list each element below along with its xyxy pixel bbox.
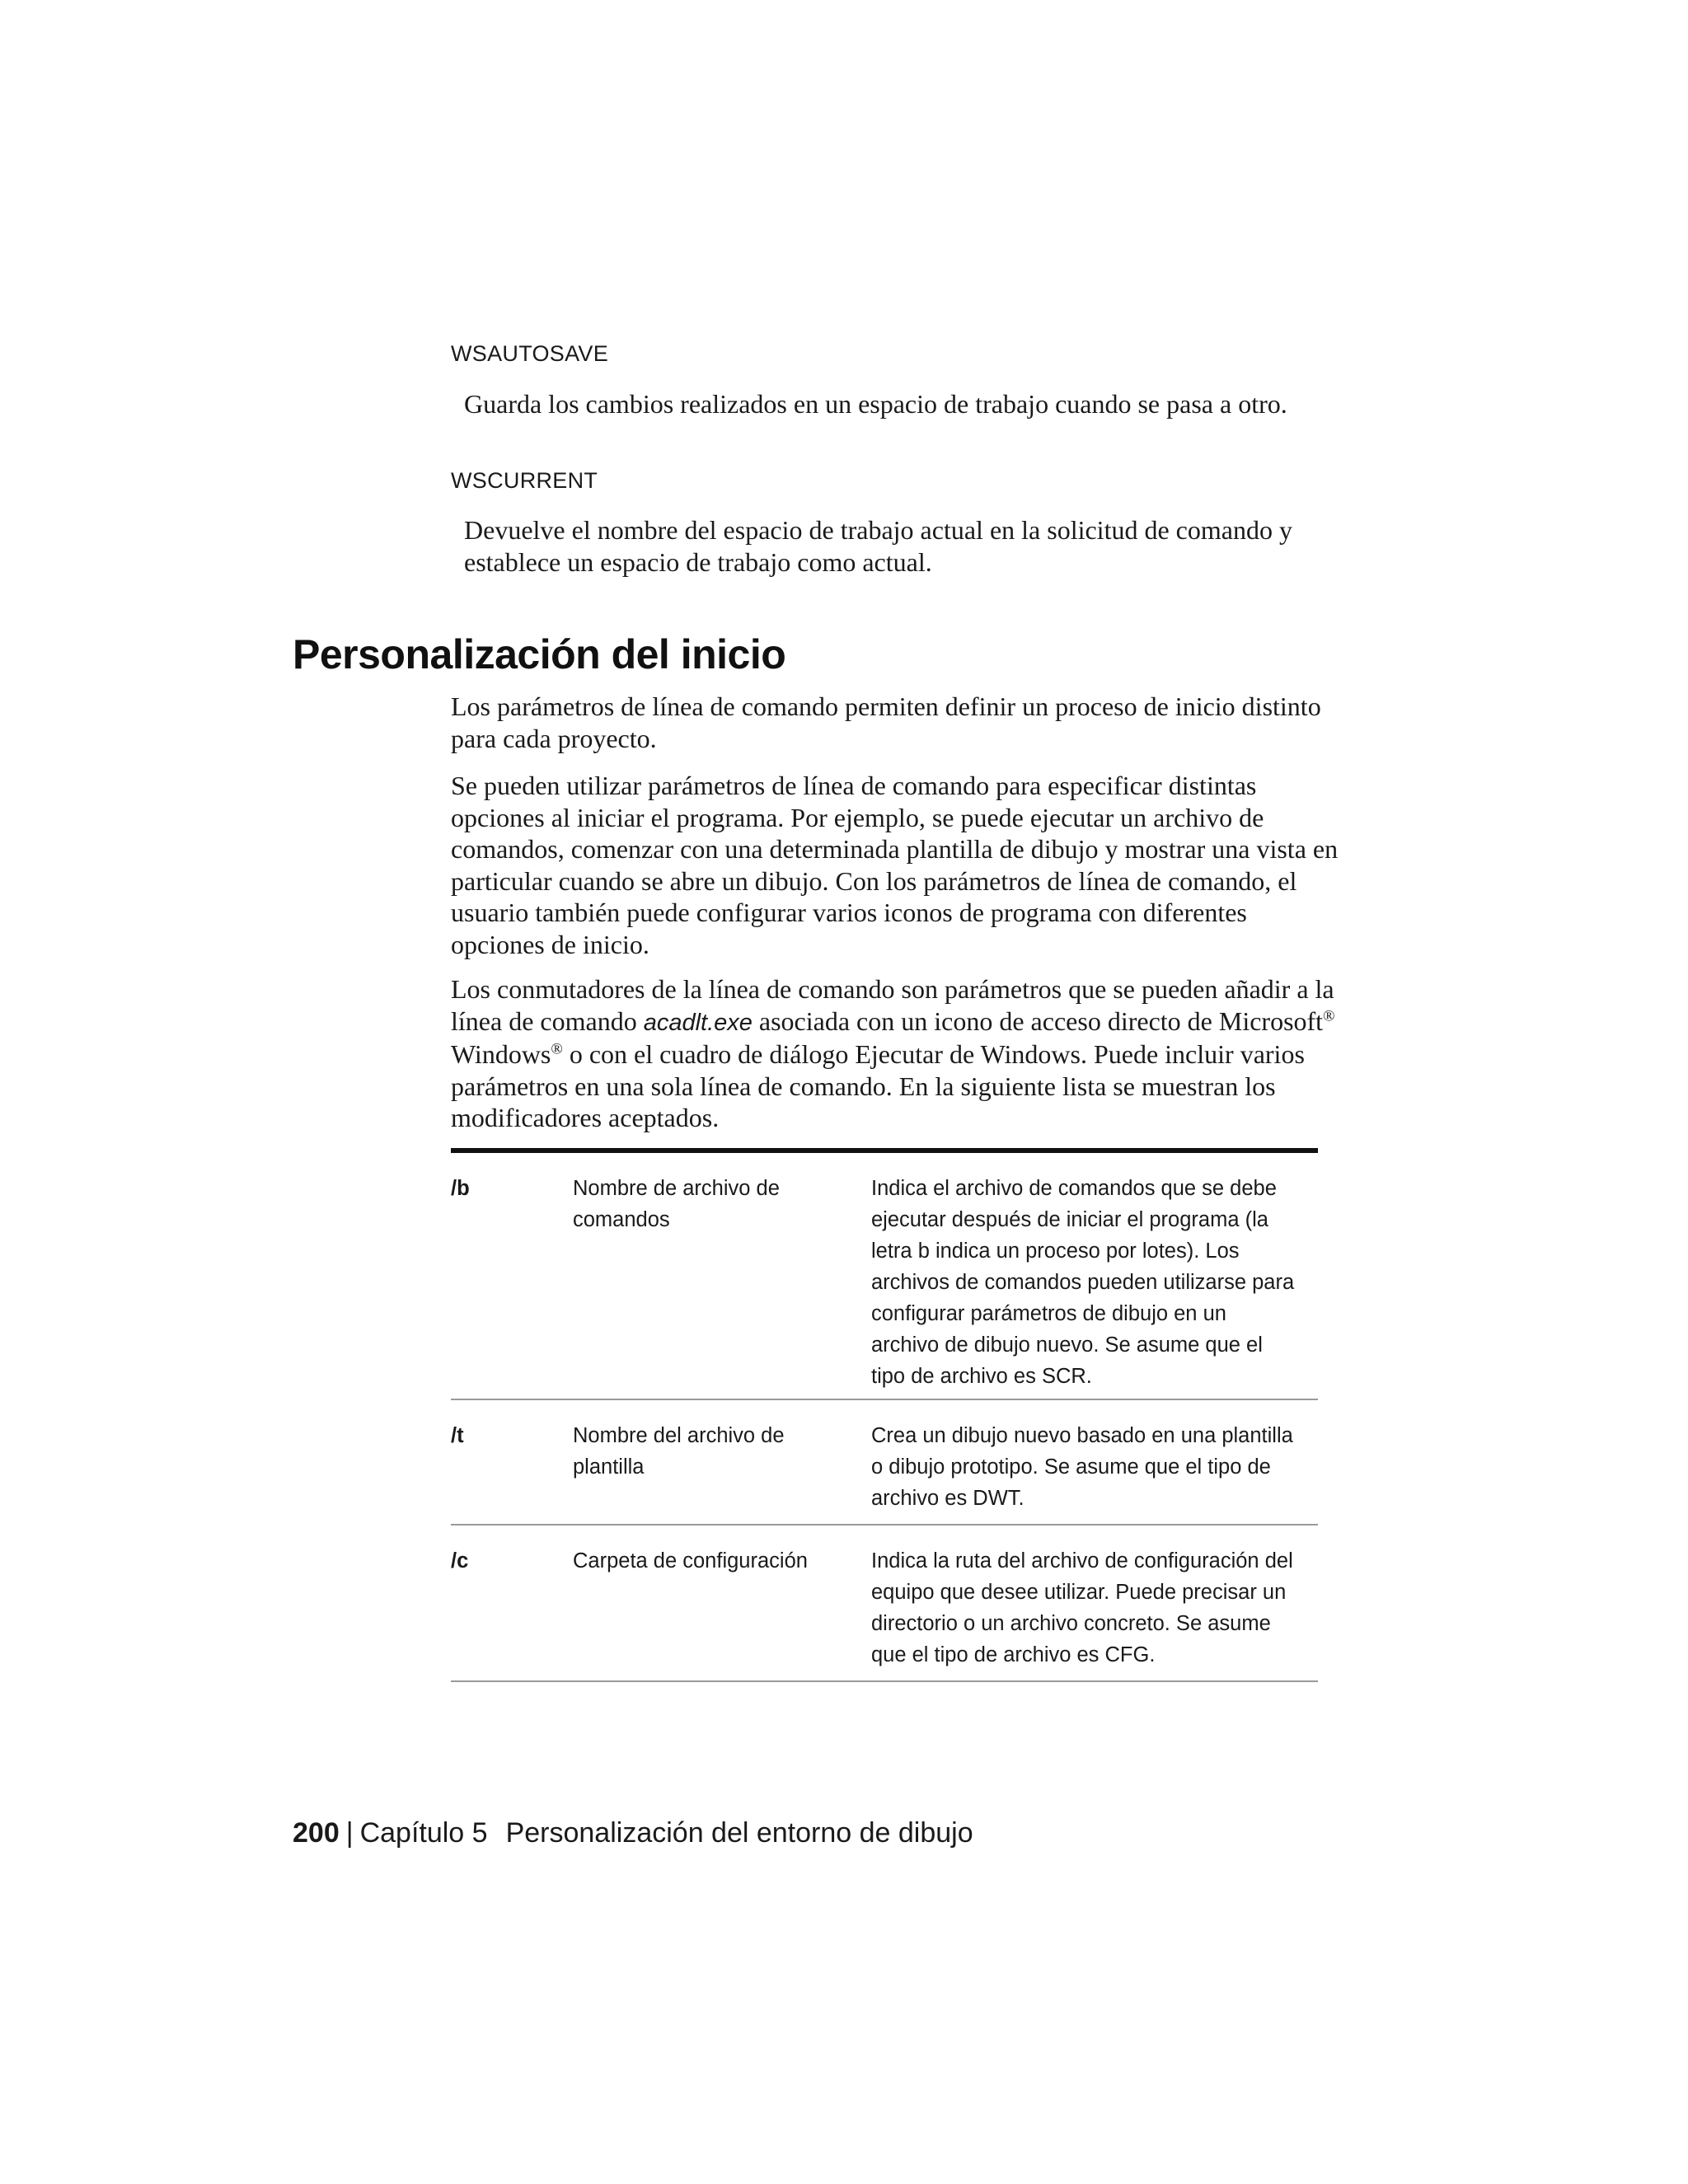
switch-cell: /b <box>451 1177 470 1200</box>
paragraph-intro: Los parámetros de línea de comando permiten definir un proceso de inicio distinto para cada proyecto. <box>451 691 1321 753</box>
parameter-name-cell: Nombre de archivo de comandos <box>573 1177 780 1231</box>
paragraph-switches-text-2: asociada con un icono de acceso directo de Microsoft <box>752 1005 1324 1036</box>
switches-table <box>451 1148 1318 1682</box>
definition-description-wscurrent: Devuelve el nombre del espacio de trabajo actual en la solicitud de comando y establece un espacio de trabajo como actual. <box>464 515 1292 577</box>
paragraph-switches-text-3: Windows <box>451 1039 551 1069</box>
definition-term-wscurrent: WSCURRENT <box>451 468 598 493</box>
paragraph-switches <box>451 973 1341 1134</box>
page-number: 200 <box>293 1817 340 1849</box>
parameter-description-cell: Crea un dibujo nuevo basado en una plantilla o dibujo prototipo. Se asume que el tipo de archivo es DWT. <box>871 1424 1293 1510</box>
table-row <box>451 1153 1318 1400</box>
paragraph-switches-text-4: o con el cuadro de diálogo Ejecutar de Windows. Puede incluir varios parámetros en una sola línea de comando. En la siguiente lista se muestran los modificadores aceptados. <box>451 1039 1305 1132</box>
paragraph-switches-text-1: Los conmutadores de la línea de comando son parámetros que se pueden añadir a la línea de comando <box>451 974 1334 1036</box>
table-row <box>451 1400 1318 1526</box>
switch-cell: /c <box>451 1549 469 1572</box>
parameter-description-cell: Indica la ruta del archivo de configuración del equipo que desee utilizar. Puede precisar un directorio o un archivo concreto. Se asume que el tipo de archivo es CFG. <box>871 1549 1293 1666</box>
section-heading: Personalización del inicio <box>293 631 786 677</box>
parameter-name-cell: Nombre del archivo de plantilla <box>573 1424 785 1479</box>
footer-separator: | <box>345 1817 354 1849</box>
parameter-description-cell: Indica el archivo de comandos que se debe ejecutar después de iniciar el programa (la letra b indica un proceso por lotes). Los archivos de comandos pueden utilizarse para configurar parámetros de dibujo en un archivo de dibujo nuevo. Se asume que el tipo de archivo es SCR. <box>871 1177 1295 1388</box>
page-footer <box>293 1817 973 1849</box>
switch-cell: /t <box>451 1424 464 1447</box>
definition-description-wsautosave: Guarda los cambios realizados en un espacio de trabajo cuando se pasa a otro. <box>464 389 1287 419</box>
definition-term-wsautosave: WSAUTOSAVE <box>451 341 609 366</box>
filename-acadlt: acadlt.exe <box>643 1009 753 1036</box>
paragraph-usage: Se pueden utilizar parámetros de línea de comando para especificar distintas opciones al iniciar el programa. Por ejemplo, se puede ejecutar un archivo de comandos, comenzar con una determinada plantilla de dibujo y mostrar una vista en particular cuando se abre un dibujo. Con los parámetros de línea de comando, el usuario también puede configurar varios iconos de programa con diferentes opciones de inicio. <box>451 771 1339 959</box>
table-row <box>451 1526 1318 1682</box>
registered-mark: ® <box>1323 1006 1335 1024</box>
registered-mark: ® <box>551 1040 563 1058</box>
chapter-title: Personalización del entorno de dibujo <box>505 1817 973 1849</box>
chapter-label: Capítulo 5 <box>359 1817 488 1849</box>
parameter-name-cell: Carpeta de configuración <box>573 1549 808 1572</box>
